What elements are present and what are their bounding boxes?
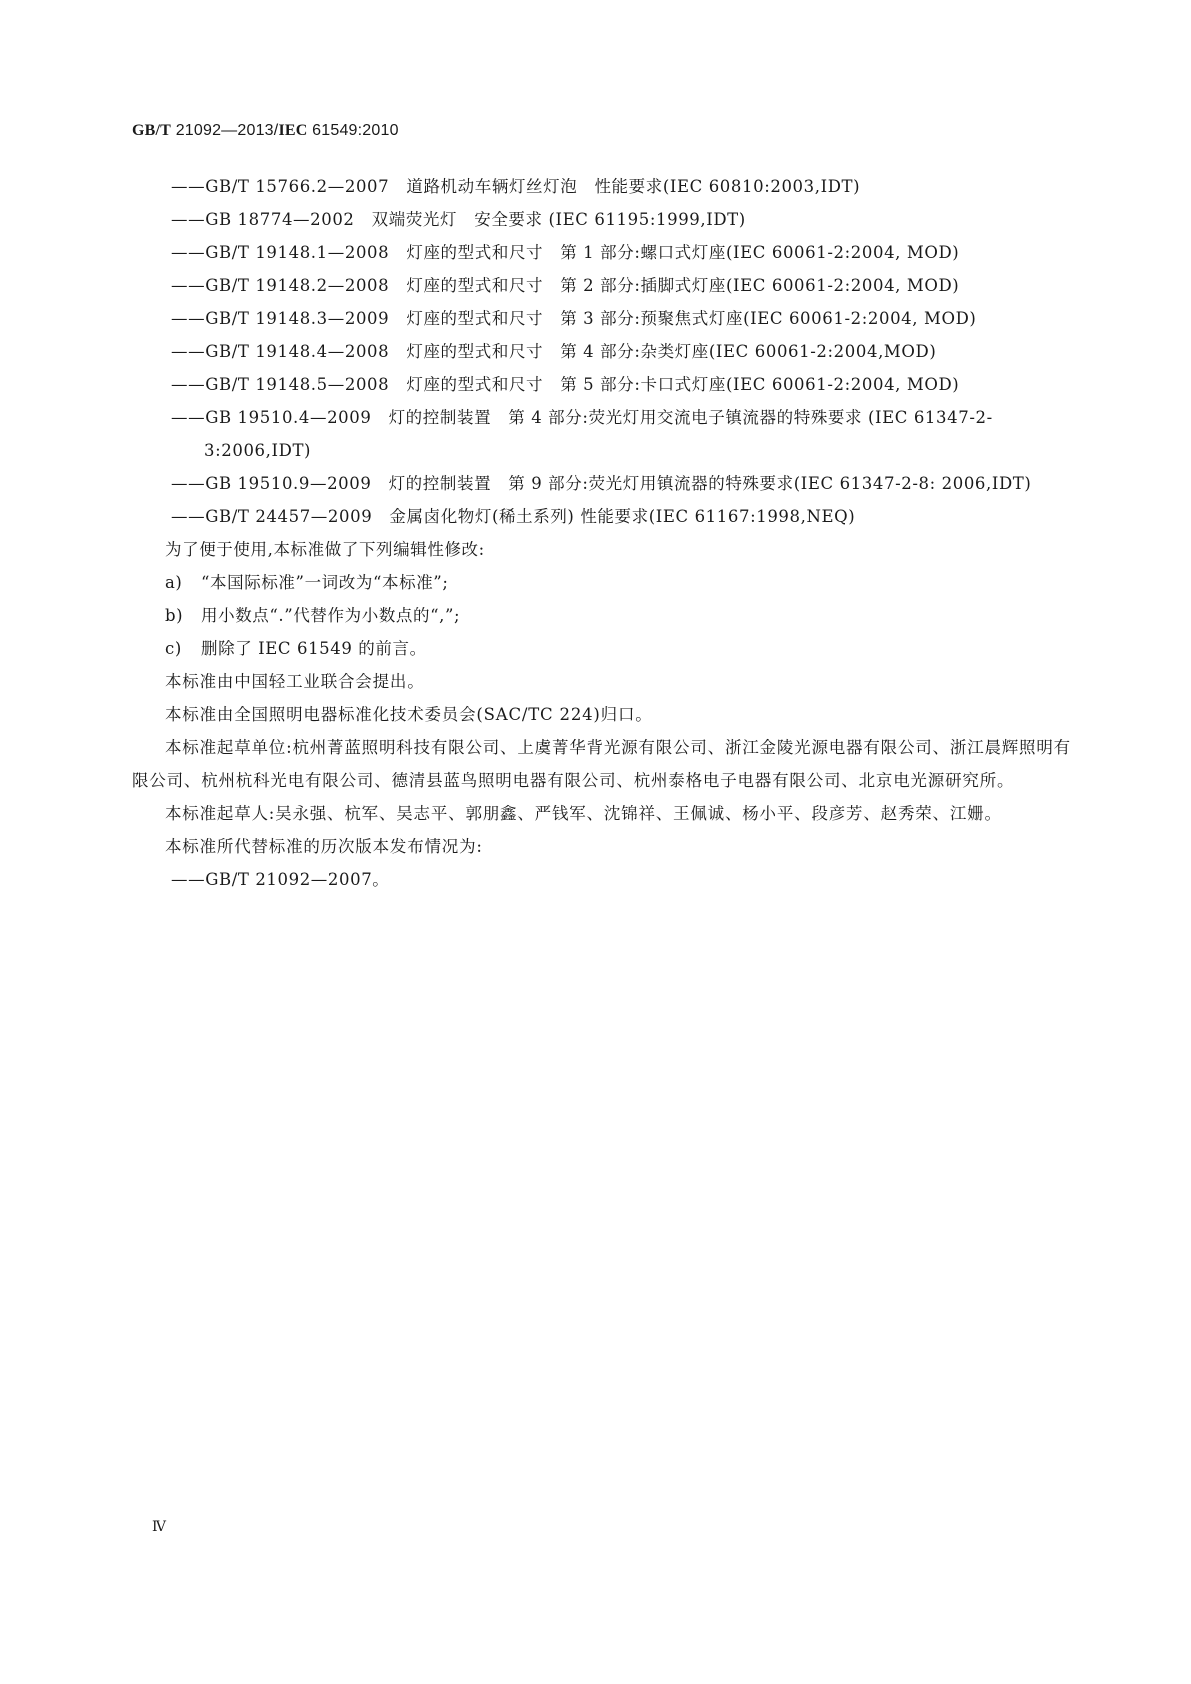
reference-item: ——GB 18774—2002 双端荧光灯 安全要求 (IEC 61195:1999,IDT) [171, 210, 746, 229]
history-intro-paragraph: 本标准所代替标准的历次版本发布情况为: [165, 837, 483, 856]
edit-text: 用小数点“.”代替作为小数点的“,”; [201, 606, 461, 625]
reference-item: ——GB/T 19148.1—2008 灯座的型式和尺寸 第 1 部分:螺口式灯座(IEC 60061-2:2004, MOD) [171, 243, 960, 262]
edit-text: “本国际标准”一词改为“本标准”; [201, 573, 449, 592]
document-body [132, 170, 1072, 896]
document-header [132, 122, 399, 140]
reference-item: ——GB 19510.4—2009 灯的控制装置 第 4 部分:荧光灯用交流电子镇流器的特殊要求 (IEC 61347-2-3:2006,IDT) [171, 408, 993, 460]
reference-item: ——GB 19510.9—2009 灯的控制装置 第 9 部分:荧光灯用镇流器的特殊要求(IEC 61347-2-8: 2006,IDT) [171, 474, 1032, 493]
reference-item: ——GB/T 19148.4—2008 灯座的型式和尺寸 第 4 部分:杂类灯座(IEC 60061-2:2004,MOD) [171, 342, 937, 361]
reference-item: ——GB/T 19148.2—2008 灯座的型式和尺寸 第 2 部分:插脚式灯座(IEC 60061-2:2004, MOD) [171, 276, 960, 295]
reference-item: ——GB/T 19148.5—2008 灯座的型式和尺寸 第 5 部分:卡口式灯座(IEC 60061-2:2004, MOD) [171, 375, 960, 394]
edits-intro: 为了便于使用,本标准做了下列编辑性修改: [165, 540, 485, 559]
header-standard-code: 21092—2013/ [171, 122, 279, 139]
edit-item [132, 566, 1072, 599]
reference-item: ——GB/T 15766.2—2007 道路机动车辆灯丝灯泡 性能要求(IEC 60810:2003,IDT) [171, 177, 861, 196]
reference-item: ——GB/T 19148.3—2009 灯座的型式和尺寸 第 3 部分:预聚焦式灯座(IEC 60061-2:2004, MOD) [171, 309, 977, 328]
history-item: ——GB/T 21092—2007。 [171, 870, 390, 889]
edit-item [132, 599, 1072, 632]
drafters-paragraph: 本标准起草人:吴永强、杭军、吴志平、郭朋鑫、严钱军、沈锦祥、王佩诚、杨小平、段彦芳、赵秀荣、江姗。 [165, 804, 1002, 823]
reference-item: ——GB/T 24457—2009 金属卤化物灯(稀土系列) 性能要求(IEC 61167:1998,NEQ) [171, 507, 856, 526]
edit-item [132, 632, 1072, 665]
header-iec-code: 61549:2010 [307, 122, 399, 139]
header-standard-prefix: GB/T [132, 122, 172, 139]
edit-text: 删除了 IEC 61549 的前言。 [201, 639, 427, 658]
edit-marker: b) [165, 606, 184, 625]
edit-marker: c) [165, 639, 182, 658]
header-iec-prefix: IEC [278, 122, 308, 139]
page-number: Ⅳ [152, 1519, 166, 1535]
edit-marker: a) [165, 573, 183, 592]
proposed-by-paragraph: 本标准由中国轻工业联合会提出。 [165, 672, 425, 691]
administered-by-paragraph: 本标准由全国照明电器标准化技术委员会(SAC/TC 224)归口。 [165, 705, 653, 724]
drafting-units-paragraph: 本标准起草单位:杭州菁蓝照明科技有限公司、上虞菁华背光源有限公司、浙江金陵光源电器有限公司、浙江晨辉照明有限公司、杭州杭科光电有限公司、德清县蓝鸟照明电器有限公司、杭州泰格电子电器有限公司、北京电光源研究所。 [132, 738, 1071, 790]
